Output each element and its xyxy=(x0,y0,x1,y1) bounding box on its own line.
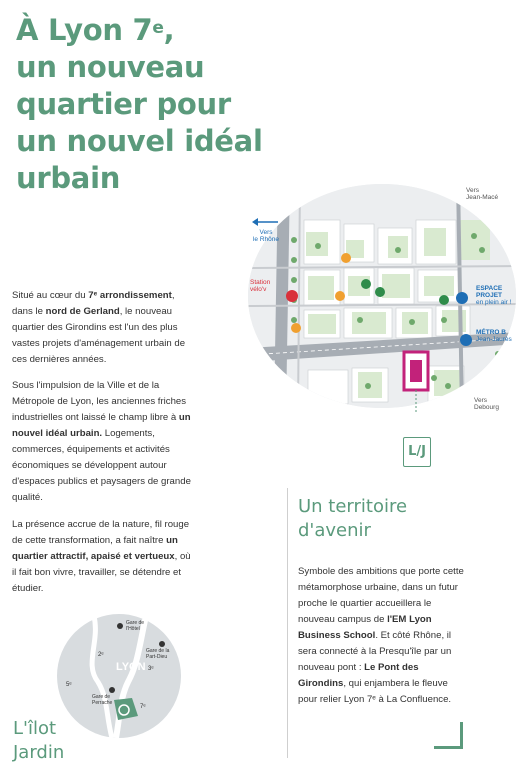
metro-icon xyxy=(460,334,472,346)
title-superscript: e xyxy=(152,18,164,38)
svg-text:Station: Station xyxy=(250,279,271,286)
title-line: quartier pour xyxy=(16,87,231,121)
svg-text:vélo'v: vélo'v xyxy=(250,286,267,293)
svg-text:ESPACE: ESPACE xyxy=(476,285,503,292)
svg-text:Vers: Vers xyxy=(474,397,488,404)
garden-icon xyxy=(439,295,449,305)
intro-paragraph-1: Situé au cœur du 7ᵉ arrondissement, dans le nord de Gerland, le nouveau quartier des Girondins est l'un des plus vastes projets d'aménagement urbain de ces dernières années. xyxy=(12,290,186,365)
svg-text:Gare de: Gare de xyxy=(126,620,145,626)
vers-jean-mace-label xyxy=(466,187,499,201)
svg-text:l'Hôtel: l'Hôtel xyxy=(126,626,140,632)
svg-text:Gare de la: Gare de la xyxy=(146,648,170,654)
corner-decoration xyxy=(434,722,463,749)
bike-icon xyxy=(286,290,298,302)
station-icon xyxy=(117,623,123,629)
city-label: LYON xyxy=(116,661,146,673)
title-line: un nouveau xyxy=(16,50,205,84)
lycee-icon xyxy=(291,323,301,333)
svg-text:en plein air !: en plein air ! xyxy=(476,299,512,306)
section-heading: Un territoire d'avenir xyxy=(298,496,408,541)
title-line: un nouvel idéal xyxy=(16,124,263,158)
lj-badge: L/J xyxy=(403,437,431,467)
playground-icon xyxy=(335,291,345,301)
station-icon xyxy=(109,687,115,693)
title-line: urbain xyxy=(16,161,121,195)
page-title xyxy=(16,12,316,197)
station-icon xyxy=(159,641,165,647)
svg-text:MÉTRO B: MÉTRO B xyxy=(476,329,506,336)
intro-paragraph-3: La présence accrue de la nature, fil rouge de cette transformation, a fait naître un quartier attractif, apaisé et vertueux, où il fait bon vivre, travailler, se détendre et étudier. xyxy=(12,519,191,594)
svg-text:2ᵉ: 2ᵉ xyxy=(98,652,104,658)
school-icon xyxy=(341,253,351,263)
column-divider xyxy=(287,488,288,758)
vers-debourg-label xyxy=(474,397,499,411)
svg-text:Vers: Vers xyxy=(259,229,273,236)
brand-logo: L'îlot Jardin xyxy=(13,718,65,763)
svg-text:Jean-Macé: Jean-Macé xyxy=(466,194,499,201)
svg-text:Debourg: Debourg xyxy=(474,404,499,411)
svg-text:Gare de: Gare de xyxy=(92,694,111,700)
title-line: À Lyon 7 xyxy=(16,13,153,47)
sport-icon xyxy=(375,287,385,297)
svg-text:7ᵉ: 7ᵉ xyxy=(140,704,146,710)
svg-text:Vers: Vers xyxy=(466,187,480,194)
lyon-city-map xyxy=(54,612,184,740)
svg-text:3ᵉ: 3ᵉ xyxy=(148,666,154,672)
svg-text:PROJET: PROJET xyxy=(476,292,503,299)
svg-text:Jean-Jaurès: Jean-Jaurès xyxy=(476,336,512,343)
section-paragraph: Symbole des ambitions que porte cette métamorphose urbaine, dans un futur proche le quartier accueillera le nouveau campus de l'EM Lyon Business School. Et côté Rhône, il sera connecté à la Presqu'île par un nouveau pont : Le Pont des Girondins, qui enjambera le fleuve pour relier Lyon 7ᵉ à La Confluence. xyxy=(298,566,464,705)
info-icon xyxy=(456,292,468,304)
district-map xyxy=(248,180,520,412)
svg-text:5ᵉ: 5ᵉ xyxy=(66,682,72,688)
intro-paragraph-2: Sous l'impulsion de la Ville et de la Métropole de Lyon, les anciennes friches industrielles ont laissé le champ libre à un nouvel idéal urbain. Logements, commerces, équipements et activités économiques se développent autour d'espaces publics et paysagers de grande qualité. xyxy=(12,380,191,503)
svg-text:le Rhône: le Rhône xyxy=(252,236,280,243)
title-comma: , xyxy=(163,13,175,47)
park-icon xyxy=(361,279,371,289)
svg-text:Part-Dieu: Part-Dieu xyxy=(146,654,168,660)
svg-text:Perrache: Perrache xyxy=(92,700,113,706)
